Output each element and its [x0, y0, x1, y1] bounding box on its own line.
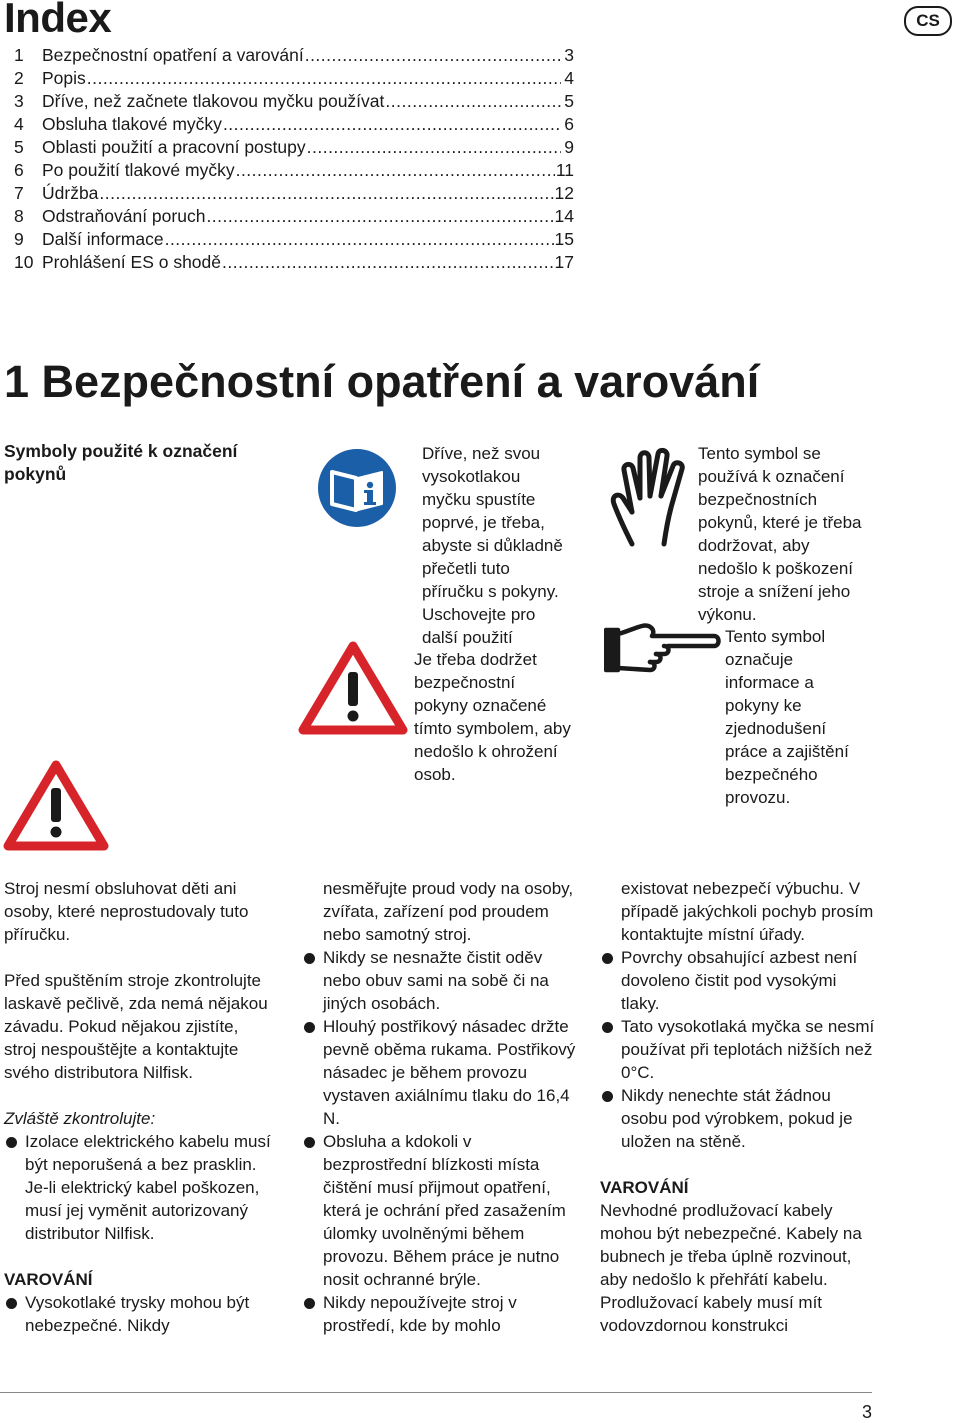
toc-page: 17 [554, 252, 574, 272]
safety-column-1 [4, 877, 272, 1337]
list-item: Hlouhý postřikový násadec držte pevně oběma rukama. Postřikový násadec je během provozu vystaven axiálnímu tlaku do 16,4 N. [302, 1015, 577, 1130]
toc-leader [87, 67, 561, 90]
toc-page: 3 [564, 45, 574, 65]
toc-leader [223, 113, 561, 136]
manual-note-text: Dříve, než svou vysokotlakou myčku spustíte poprvé, je třeba, abyste si důkladně přečetli tuto příručku s pokyny. Uschovejte pro další použití [422, 444, 563, 647]
pointer-note-text: Tento symbol označuje informace a pokyny ke zjednodušení práce a zajištění bezpečného provozu. [725, 627, 849, 807]
language-badge: CS [904, 6, 952, 36]
warning-note [302, 648, 572, 786]
toc-number: 7 [14, 183, 24, 203]
warning-list [4, 1291, 272, 1337]
safety-list [302, 946, 577, 1337]
toc-leader [206, 205, 553, 228]
check-heading: Zvláště zkontrolujte: [4, 1109, 156, 1128]
toc-page: 11 [555, 160, 574, 180]
toc-number: 8 [14, 206, 24, 226]
toc-number: 3 [14, 91, 24, 111]
toc-label: Bezpečnostní opatření a varování [42, 45, 304, 65]
toc-page: 4 [564, 68, 574, 88]
toc-page: 5 [564, 91, 574, 111]
safety-list [600, 946, 875, 1153]
toc-entry-1[interactable] [14, 44, 574, 67]
toc-leader [99, 182, 553, 205]
toc-label: Prohlášení ES o shodě [42, 252, 222, 272]
toc-label: Dříve, než začnete tlakovou myčku používat [42, 91, 385, 111]
toc-entry-10[interactable] [14, 251, 574, 274]
page-number: 3 [861, 1402, 872, 1422]
toc-page: 9 [564, 137, 574, 157]
manual-note [302, 442, 572, 649]
check-list [4, 1130, 272, 1245]
toc-leader [307, 136, 561, 159]
toc-page: 6 [564, 114, 574, 134]
toc-page: 12 [554, 183, 574, 203]
toc-number: 2 [14, 68, 24, 88]
footer-divider [0, 1392, 872, 1393]
paragraph: Před spuštěním stroje zkontrolujte laskavě pečlivě, zda nemá nějakou závadu. Pokud nějakou zjistíte, stroj nespouštějte a kontaktujte svého distributora Nilfisk. [4, 971, 268, 1082]
safety-column-3 [600, 877, 875, 1337]
toc-number: 4 [14, 114, 24, 134]
list-item: Nikdy nenechte stát žádnou osobu pod výrobkem, pokud je uložen na stěně. [600, 1084, 875, 1153]
toc-leader [305, 44, 561, 67]
warning-heading: VAROVÁNÍ [600, 1178, 689, 1197]
toc-entry-6[interactable] [14, 159, 574, 182]
warning-note-text: Je třeba dodržet bezpečnostní pokyny označené tímto symbolem, aby nedošlo k ohrožení osob. [414, 650, 571, 784]
table-of-contents [14, 44, 574, 274]
toc-number: 9 [14, 229, 24, 249]
toc-leader [236, 159, 555, 182]
toc-number: 6 [14, 160, 24, 180]
toc-page: 14 [554, 206, 574, 226]
toc-entry-4[interactable] [14, 113, 574, 136]
toc-number: 10 [14, 252, 34, 272]
toc-label: Oblasti použití a pracovní postupy [42, 137, 306, 157]
list-item: Tato vysokotlaká myčka se nesmí používat při teplotách nižších než 0°C. [600, 1015, 875, 1084]
paragraph: Stroj nesmí obsluhovat děti ani osoby, které neprostudovaly tuto příručku. [4, 879, 249, 944]
list-item: Nikdy nepoužívejte stroj v prostředí, kde by mohlo [302, 1291, 577, 1337]
warning-heading: VAROVÁNÍ [4, 1270, 93, 1289]
continuation-text: nesměřujte proud vody na osoby, zvířata, zařízení pod proudem nebo samotný stroj. [323, 879, 574, 944]
warning-triangle-icon [2, 758, 110, 852]
list-item: Obsluha a kdokoli v bezprostřední blízkosti místa čištění musí přijmout opatření, která je ochrání před zasažením úlomky uvolněnými během provozu. Během práce je nutno nosit ochranné brýle. [302, 1130, 577, 1291]
toc-entry-9[interactable] [14, 228, 574, 251]
section-heading: 1 Bezpečnostní opatření a varování [4, 356, 760, 407]
list-item: Vysokotlaké trysky mohou být nebezpečné. Nikdy [4, 1291, 272, 1337]
safety-column-2 [302, 877, 577, 1337]
toc-page: 15 [554, 229, 574, 249]
toc-leader [165, 228, 554, 251]
toc-number: 5 [14, 137, 24, 157]
toc-entry-8[interactable] [14, 205, 574, 228]
toc-entry-7[interactable] [14, 182, 574, 205]
toc-leader [385, 90, 561, 113]
toc-label: Odstraňování poruch [42, 206, 206, 226]
list-item: Nikdy se nesnažte čistit oděv nebo obuv sami na sobě či na jiných osobách. [302, 946, 577, 1015]
toc-number: 1 [14, 45, 24, 65]
toc-label: Popis [42, 68, 86, 88]
pointer-note [598, 625, 868, 809]
toc-label: Po použití tlakové myčky [42, 160, 235, 180]
toc-label: Další informace [42, 229, 164, 249]
list-item: Izolace elektrického kabelu musí být neporušená a bez prasklin. Je-li elektrický kabel poškozen, musí jej vyměnit autorizovaný distributor Nilfisk. [4, 1130, 272, 1245]
continuation-text: existovat nebezpečí výbuchu. V případě jakýchkoli pochyb prosím kontaktujte místní úřady. [621, 879, 874, 944]
toc-label: Obsluha tlakové myčky [42, 114, 222, 134]
paragraph: Nevhodné prodlužovací kabely mohou být nebezpečné. Kabely na bubnech je třeba úplně rozvinout, aby nedošlo k přehřátí kabelu. Prodlužovací kabely musí mít vodovzdornou konstrukci [600, 1201, 862, 1335]
hand-note-text: Tento symbol se používá k označení bezpečnostních pokynů, které je třeba dodržovat, aby nedošlo k poškození stroje a snížení jeho výkonu. [698, 444, 862, 624]
toc-entry-3[interactable] [14, 90, 574, 113]
toc-entry-2[interactable] [14, 67, 574, 90]
toc-entry-5[interactable] [14, 136, 574, 159]
toc-label: Údržba [42, 183, 99, 203]
symbols-heading: Symboly použité k označení pokynů [4, 441, 238, 484]
toc-leader [222, 251, 554, 274]
page-title: Index [4, 0, 112, 41]
list-item: Povrchy obsahující azbest není dovoleno čistit pod vysokými tlaky. [600, 946, 875, 1015]
hand-note [598, 442, 868, 626]
